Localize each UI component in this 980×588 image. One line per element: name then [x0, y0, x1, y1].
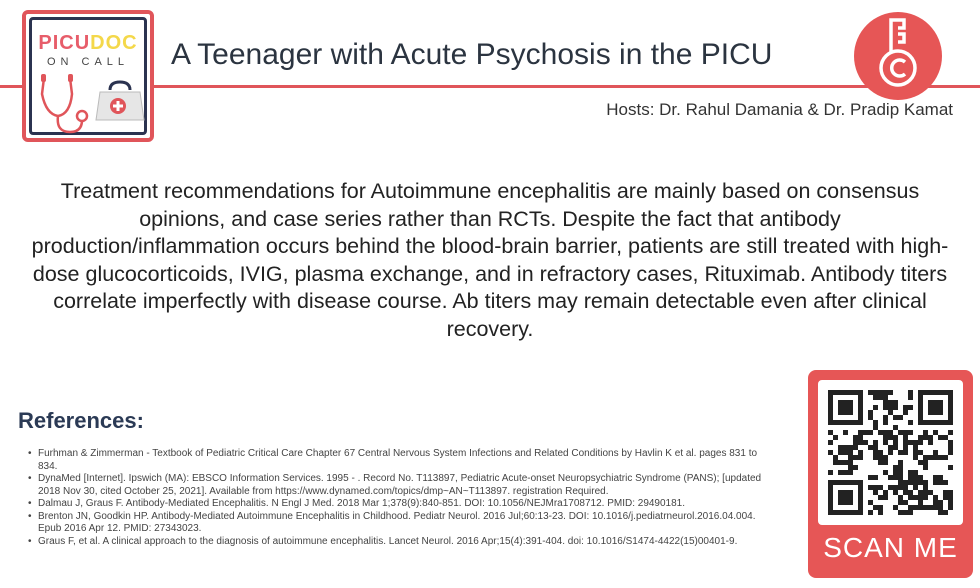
main-text	[0, 178, 980, 343]
main-paragraph: Treatment recommendations for Autoimmune encephalitis are mainly based on consensus opinions, and case series rather than RCTs. Despite the fact that antibody production/inflammation occurs behind the blood-brain barrier, patients are still treated with high-dose glucocorticoids, IVIG, plasma exchange, and in refractory cases, Rituximab. Antibody titers correlate imperfectly with disease course. Ab titers may remain detectable even after clinical recovery.	[31, 179, 949, 341]
reference-item: • Graus F, et al. A clinical approach to the diagnosis of autoimmune encephalitis. Lancet Neurol. 2016 Apr;15(4):391-404. doi: 10.1016/S1474-4422(15)00401-9.	[28, 536, 763, 549]
logo-text-picu: PICU	[38, 32, 91, 54]
stethoscope-icon	[36, 74, 96, 139]
picudoc-logo	[22, 10, 154, 142]
references-heading: References:	[18, 408, 144, 433]
reference-item: • Brenton JN, Goodkin HP. Antibody-Mediated Autoimmune Encephalitis in Childhood. Pediatr Neurol. 2016 Jul;60:13-23. DOI: 10.1016/j.pediatrneurol.2016.04.004. Epub 2016 Apr 12. PMID: 27343023.	[28, 511, 763, 536]
qr-code[interactable]	[818, 380, 963, 525]
hosts: Hosts: Dr. Rahul Damania & Dr. Pradip Kamat	[606, 100, 953, 119]
reference-item: • DynaMed [Internet]. Ipswich (MA): EBSCO Information Services. 1995 - . Record No. T113897, Pediatric Acute-onset Neuropsychiatric Syndrome (PANS); [updated 2018 Nov 30, cited October 25, 2021]. Available from https://www.dynamed.com/topics/dmp~AN~T113897. registration Required.	[28, 473, 763, 498]
logo-text-oncall: ON CALL	[46, 56, 130, 68]
qr-code-card[interactable]	[808, 370, 973, 578]
page-title: A Teenager with Acute Psychosis in the PICU	[165, 38, 778, 72]
reference-item: • Dalmau J, Graus F. Antibody-Mediated Encephalitis. N Engl J Med. 2018 Mar 1;378(9):840-851. DOI: 10.1056/NEJMra1708712. PMID: 29490181.	[28, 498, 763, 511]
references-list	[28, 448, 763, 548]
medical-bag-icon	[94, 80, 146, 124]
key-icon-badge	[854, 12, 942, 100]
reference-item: • Furhman & Zimmerman - Textbook of Pediatric Critical Care Chapter 67 Central Nervous System Infections and Related Conditions by Havlin K et al. pages 831 to 834.	[28, 448, 763, 473]
qr-code-icon	[818, 380, 963, 525]
key-icon	[854, 12, 942, 100]
logo-text-doc: DOC	[90, 32, 138, 54]
scan-me-label: SCAN ME	[823, 532, 958, 563]
